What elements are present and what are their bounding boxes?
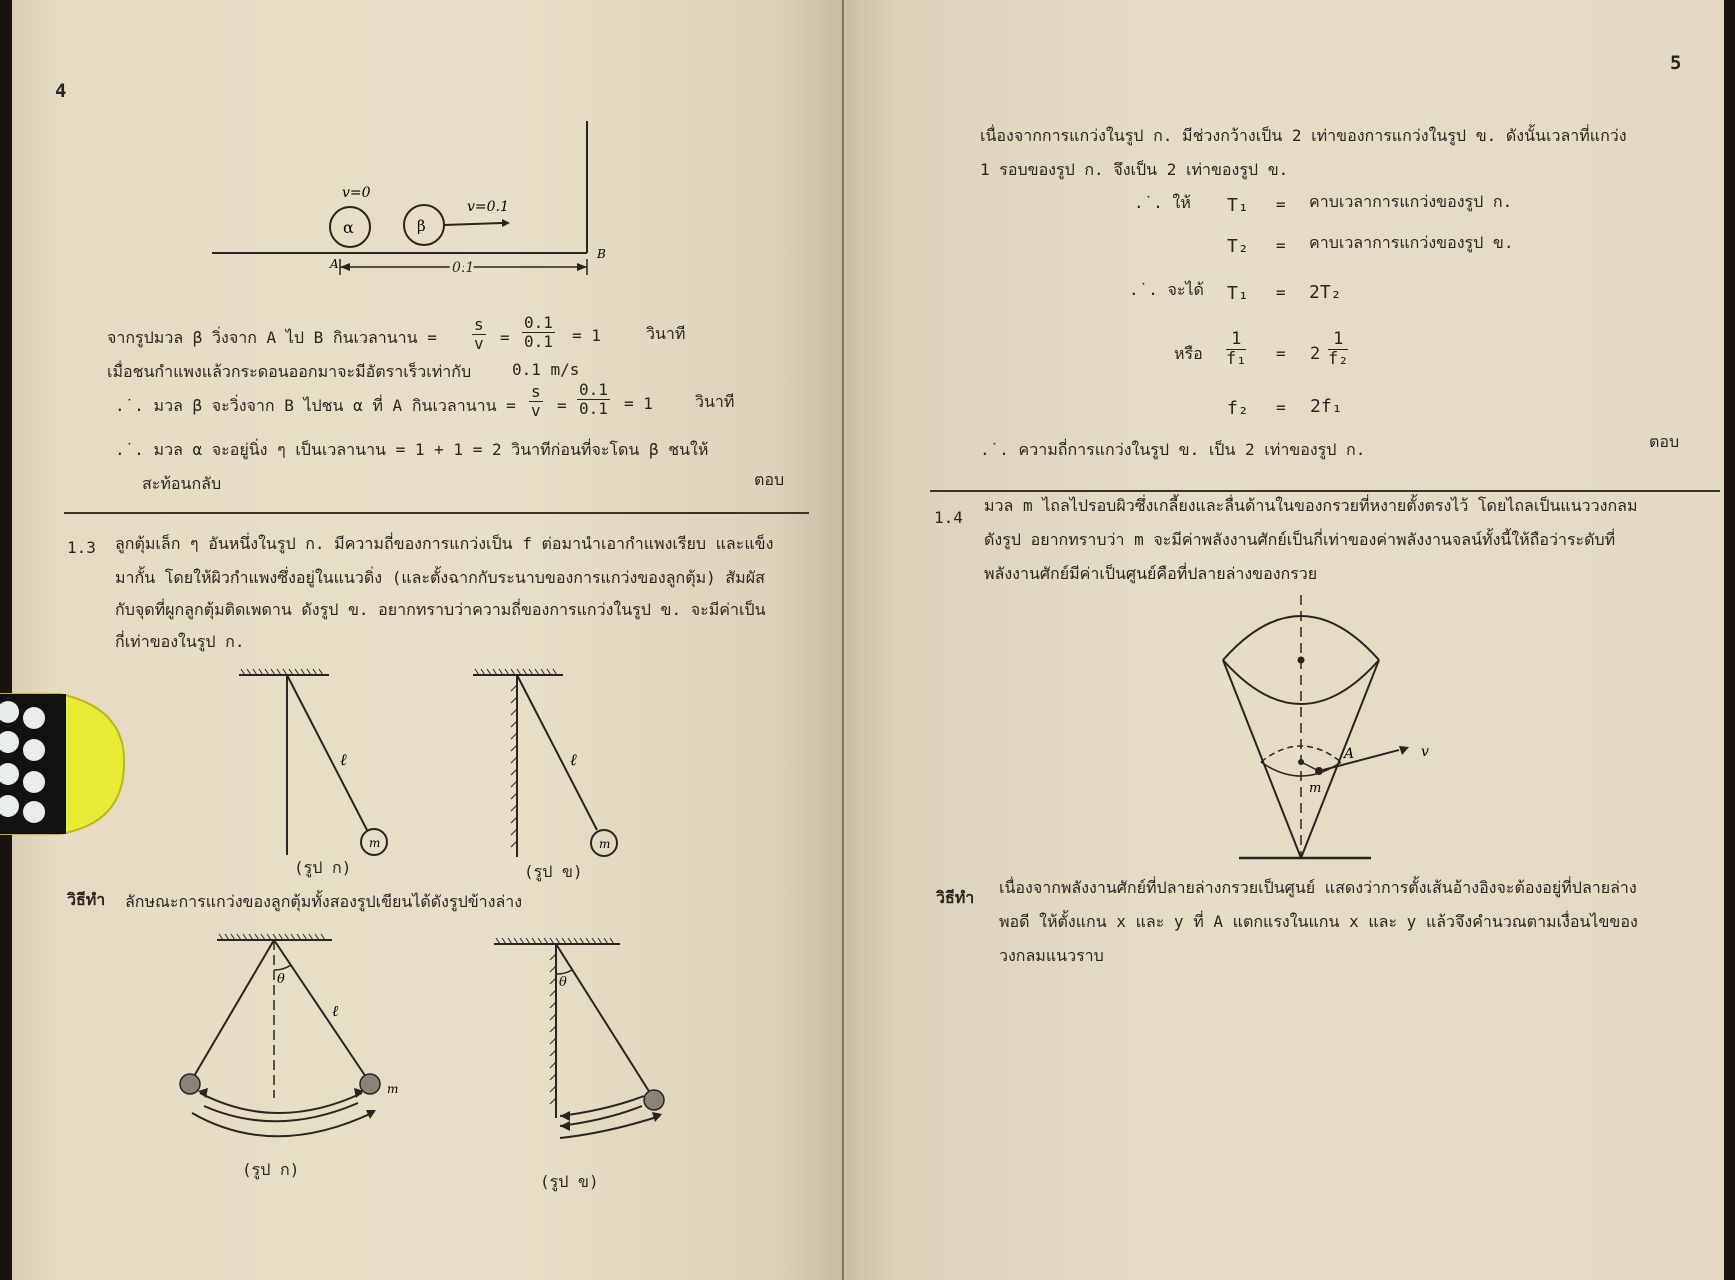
equals-2: = bbox=[557, 396, 567, 415]
left-page bbox=[12, 0, 842, 1280]
q13-line-3: กับจุดที่ผูกลูกตุ้มติดเพดาน ดังรูป ข. อยากทราบว่าความถี่ของการแกว่งในรูป ข. จะมีค่าเป็น bbox=[115, 600, 766, 619]
text-line-1: จากรูปมวล β วิ่งจาก A ไป B กินเวลานาน = bbox=[107, 328, 437, 347]
deriv-r4-coef: 2 bbox=[1310, 344, 1321, 364]
q14-line-2: ดังรูป อยากทราบว่า m จะมีค่าพลังงานศักย์เป็นกี่เท่าของค่าพลังงานจลน์ทั้งนี้ให้ถือว่าระดับที่ bbox=[984, 530, 1616, 549]
fraction-1-f2: $\frac{1}{\text{f₂}}$ bbox=[1328, 329, 1349, 369]
cone-figure bbox=[1199, 590, 1499, 870]
alpha-label: α bbox=[343, 218, 354, 237]
mass-label-a: m bbox=[369, 836, 381, 850]
solution-label-right: วิธีทำ bbox=[936, 888, 975, 907]
v-label: v=0.1 bbox=[467, 199, 509, 215]
deriv-r5-rhs: 2f₁ bbox=[1310, 396, 1343, 417]
answer-label-right: ตอบ bbox=[1649, 432, 1680, 451]
question-number-14: 1.4 bbox=[934, 508, 963, 527]
deriv-r1-lhs: T₁ bbox=[1227, 195, 1249, 216]
result-3: = 1 bbox=[624, 394, 653, 413]
swing-figure-a bbox=[162, 928, 422, 1168]
caption-b2: (รูป ข) bbox=[540, 1172, 599, 1191]
p-line-2: 1 รอบของรูป ก. จึงเป็น 2 เท่าของรูป ข. bbox=[980, 160, 1289, 179]
mass-label-a2: m bbox=[387, 1082, 399, 1096]
length-label-a: ℓ bbox=[340, 750, 347, 769]
v0-label: v=0 bbox=[342, 185, 371, 201]
p-line-1: เนื่องจากการแกว่งในรูป ก. มีช่วงกว้างเป็น 2 เท่าของการแกว่งในรูป ข. ดังนั้นเวลาที่แกว่ง bbox=[980, 126, 1627, 145]
text-line-4: .˙. มวล α จะอยู่นิ่ง ๆ เป็นเวลานาน = 1 + 1 = 2 วินาทีก่อนที่จะโดน β ชนให้ bbox=[115, 440, 709, 459]
right-page bbox=[844, 0, 1724, 1280]
swing-figure-b bbox=[482, 928, 682, 1158]
conclusion: .˙. ความถี่การแกว่งในรูป ข. เป็น 2 เท่าของรูป ก. bbox=[980, 440, 1366, 459]
pendulum-figure-b bbox=[457, 665, 637, 875]
point-a-label: A bbox=[330, 257, 339, 271]
solution-line-1: เนื่องจากพลังงานศักย์ที่ปลายล่างกรวยเป็นศูนย์ แสดงว่าการตั้งเส้นอ้างอิงจะต้องอยู่ที่ปลายล่าง bbox=[999, 878, 1637, 897]
fraction-s-v-2: $\frac{s}{v}$ bbox=[531, 382, 541, 420]
unit-1: วินาที bbox=[646, 324, 686, 343]
fraction-1-f1: $\frac{1}{\text{f₁}}$ bbox=[1226, 329, 1247, 369]
deriv-r2-rhs: คาบเวลาการแกว่งของรูป ข. bbox=[1309, 233, 1514, 252]
length-label-a2: ℓ bbox=[332, 1002, 339, 1020]
deriv-r5-eq: = bbox=[1276, 398, 1286, 417]
theta-label-a: θ bbox=[277, 972, 285, 987]
solution-label-left: วิธีทำ bbox=[67, 890, 106, 909]
fraction-01-01-2: $\frac{0.1}{0.1}$ bbox=[579, 380, 608, 418]
q14-line-3: พลังงานศักย์มีค่าเป็นศูนย์คือที่ปลายล่างของกรวย bbox=[984, 564, 1318, 583]
deriv-r2-lhs: T₂ bbox=[1227, 236, 1249, 257]
q13-line-2: มากั้น โดยให้ผิวกำแพงซึ่งอยู่ในแนวดิ่ง (และตั้งฉากกับระนาบของการแกว่งของลูกตุ้ม) สัมผัส bbox=[115, 568, 765, 587]
fraction-s-v-1: $\frac{s}{v}$ bbox=[474, 315, 484, 353]
deriv-r2-eq: = bbox=[1276, 236, 1286, 255]
separator-left bbox=[64, 512, 809, 514]
deriv-r1-prefix: .˙. ให้ bbox=[1134, 193, 1191, 212]
page-number-left: 4 bbox=[55, 80, 67, 102]
text-line-3: .˙. มวล β จะวิ่งจาก B ไปชน α ที่ A กินเวลานาน = bbox=[115, 396, 516, 415]
pendulum-figure-a bbox=[227, 665, 407, 875]
cone-point-a: A bbox=[1344, 746, 1355, 762]
deriv-r5-lhs: f₂ bbox=[1227, 398, 1249, 419]
cone-mass-label: m bbox=[1309, 781, 1322, 796]
speed-value: 0.1 m/s bbox=[512, 360, 580, 379]
text-line-2: เมื่อชนกำแพงแล้วกระดอนออกมาจะมีอัตราเร็วเท่ากับ bbox=[107, 362, 472, 381]
deriv-r3-eq: = bbox=[1276, 283, 1286, 302]
collision-figure bbox=[212, 115, 612, 285]
q13-line-4: กี่เท่าของในรูป ก. bbox=[115, 632, 245, 651]
page-number-right: 5 bbox=[1670, 52, 1682, 74]
solution-line-2: พอดี ให้ตั้งแกน x และ y ที่ A แตกแรงในแกน x และ y แล้วจึงคำนวณตามเงื่อนไขของ bbox=[999, 912, 1638, 931]
answer-label-left: ตอบ bbox=[754, 470, 785, 489]
deriv-r4-eq: = bbox=[1276, 344, 1286, 363]
solution-text-left: ลักษณะการแกว่งของลูกตุ้มทั้งสองรูปเขียนได้ดังรูปข้างล่าง bbox=[125, 892, 523, 911]
beta-label: β bbox=[417, 217, 426, 235]
caption-a: (รูป ก) bbox=[294, 858, 352, 877]
fraction-01-01-1: $\frac{0.1}{0.1}$ bbox=[524, 313, 553, 351]
cone-velocity-label: v bbox=[1421, 744, 1429, 760]
theta-label-b: θ bbox=[559, 975, 567, 990]
equals-1: = bbox=[500, 328, 510, 347]
deriv-r3-lhs: T₁ bbox=[1227, 283, 1249, 304]
question-number-13: 1.3 bbox=[67, 538, 96, 557]
deriv-r1-rhs: คาบเวลาการแกว่งของรูป ก. bbox=[1309, 192, 1513, 211]
deriv-r1-eq: = bbox=[1276, 195, 1286, 214]
deriv-r3-rhs: 2T₂ bbox=[1309, 282, 1342, 303]
separator-right bbox=[930, 490, 1720, 492]
length-label-b: ℓ bbox=[570, 750, 577, 769]
eraser-object bbox=[0, 688, 126, 840]
distance-label: 0.1 bbox=[452, 260, 475, 276]
caption-b: (รูป ข) bbox=[524, 862, 583, 881]
deriv-r4-prefix: หรือ bbox=[1174, 344, 1203, 363]
solution-line-3: วงกลมแนวราบ bbox=[999, 946, 1104, 965]
point-b-label: B bbox=[597, 247, 606, 261]
mass-label-b: m bbox=[599, 837, 611, 851]
q13-line-1: ลูกตุ้มเล็ก ๆ อันหนึ่งในรูป ก. มีความถี่ของการแกว่งเป็น f ต่อมานำเอากำแพงเรียบ และแข็ง bbox=[115, 534, 774, 553]
text-line-5: สะท้อนกลับ bbox=[142, 474, 222, 493]
result-1: = 1 bbox=[572, 326, 601, 345]
caption-a2: (รูป ก) bbox=[242, 1160, 300, 1179]
q14-line-1: มวล m ไถลไปรอบผิวซึ่งเกลี้ยงและลื่นด้านในของกรวยที่หงายตั้งตรงไว้ โดยไถลเป็นแนววงกลม bbox=[984, 496, 1638, 515]
deriv-r3-prefix: .˙. จะได้ bbox=[1129, 280, 1204, 299]
unit-3: วินาที bbox=[695, 392, 735, 411]
